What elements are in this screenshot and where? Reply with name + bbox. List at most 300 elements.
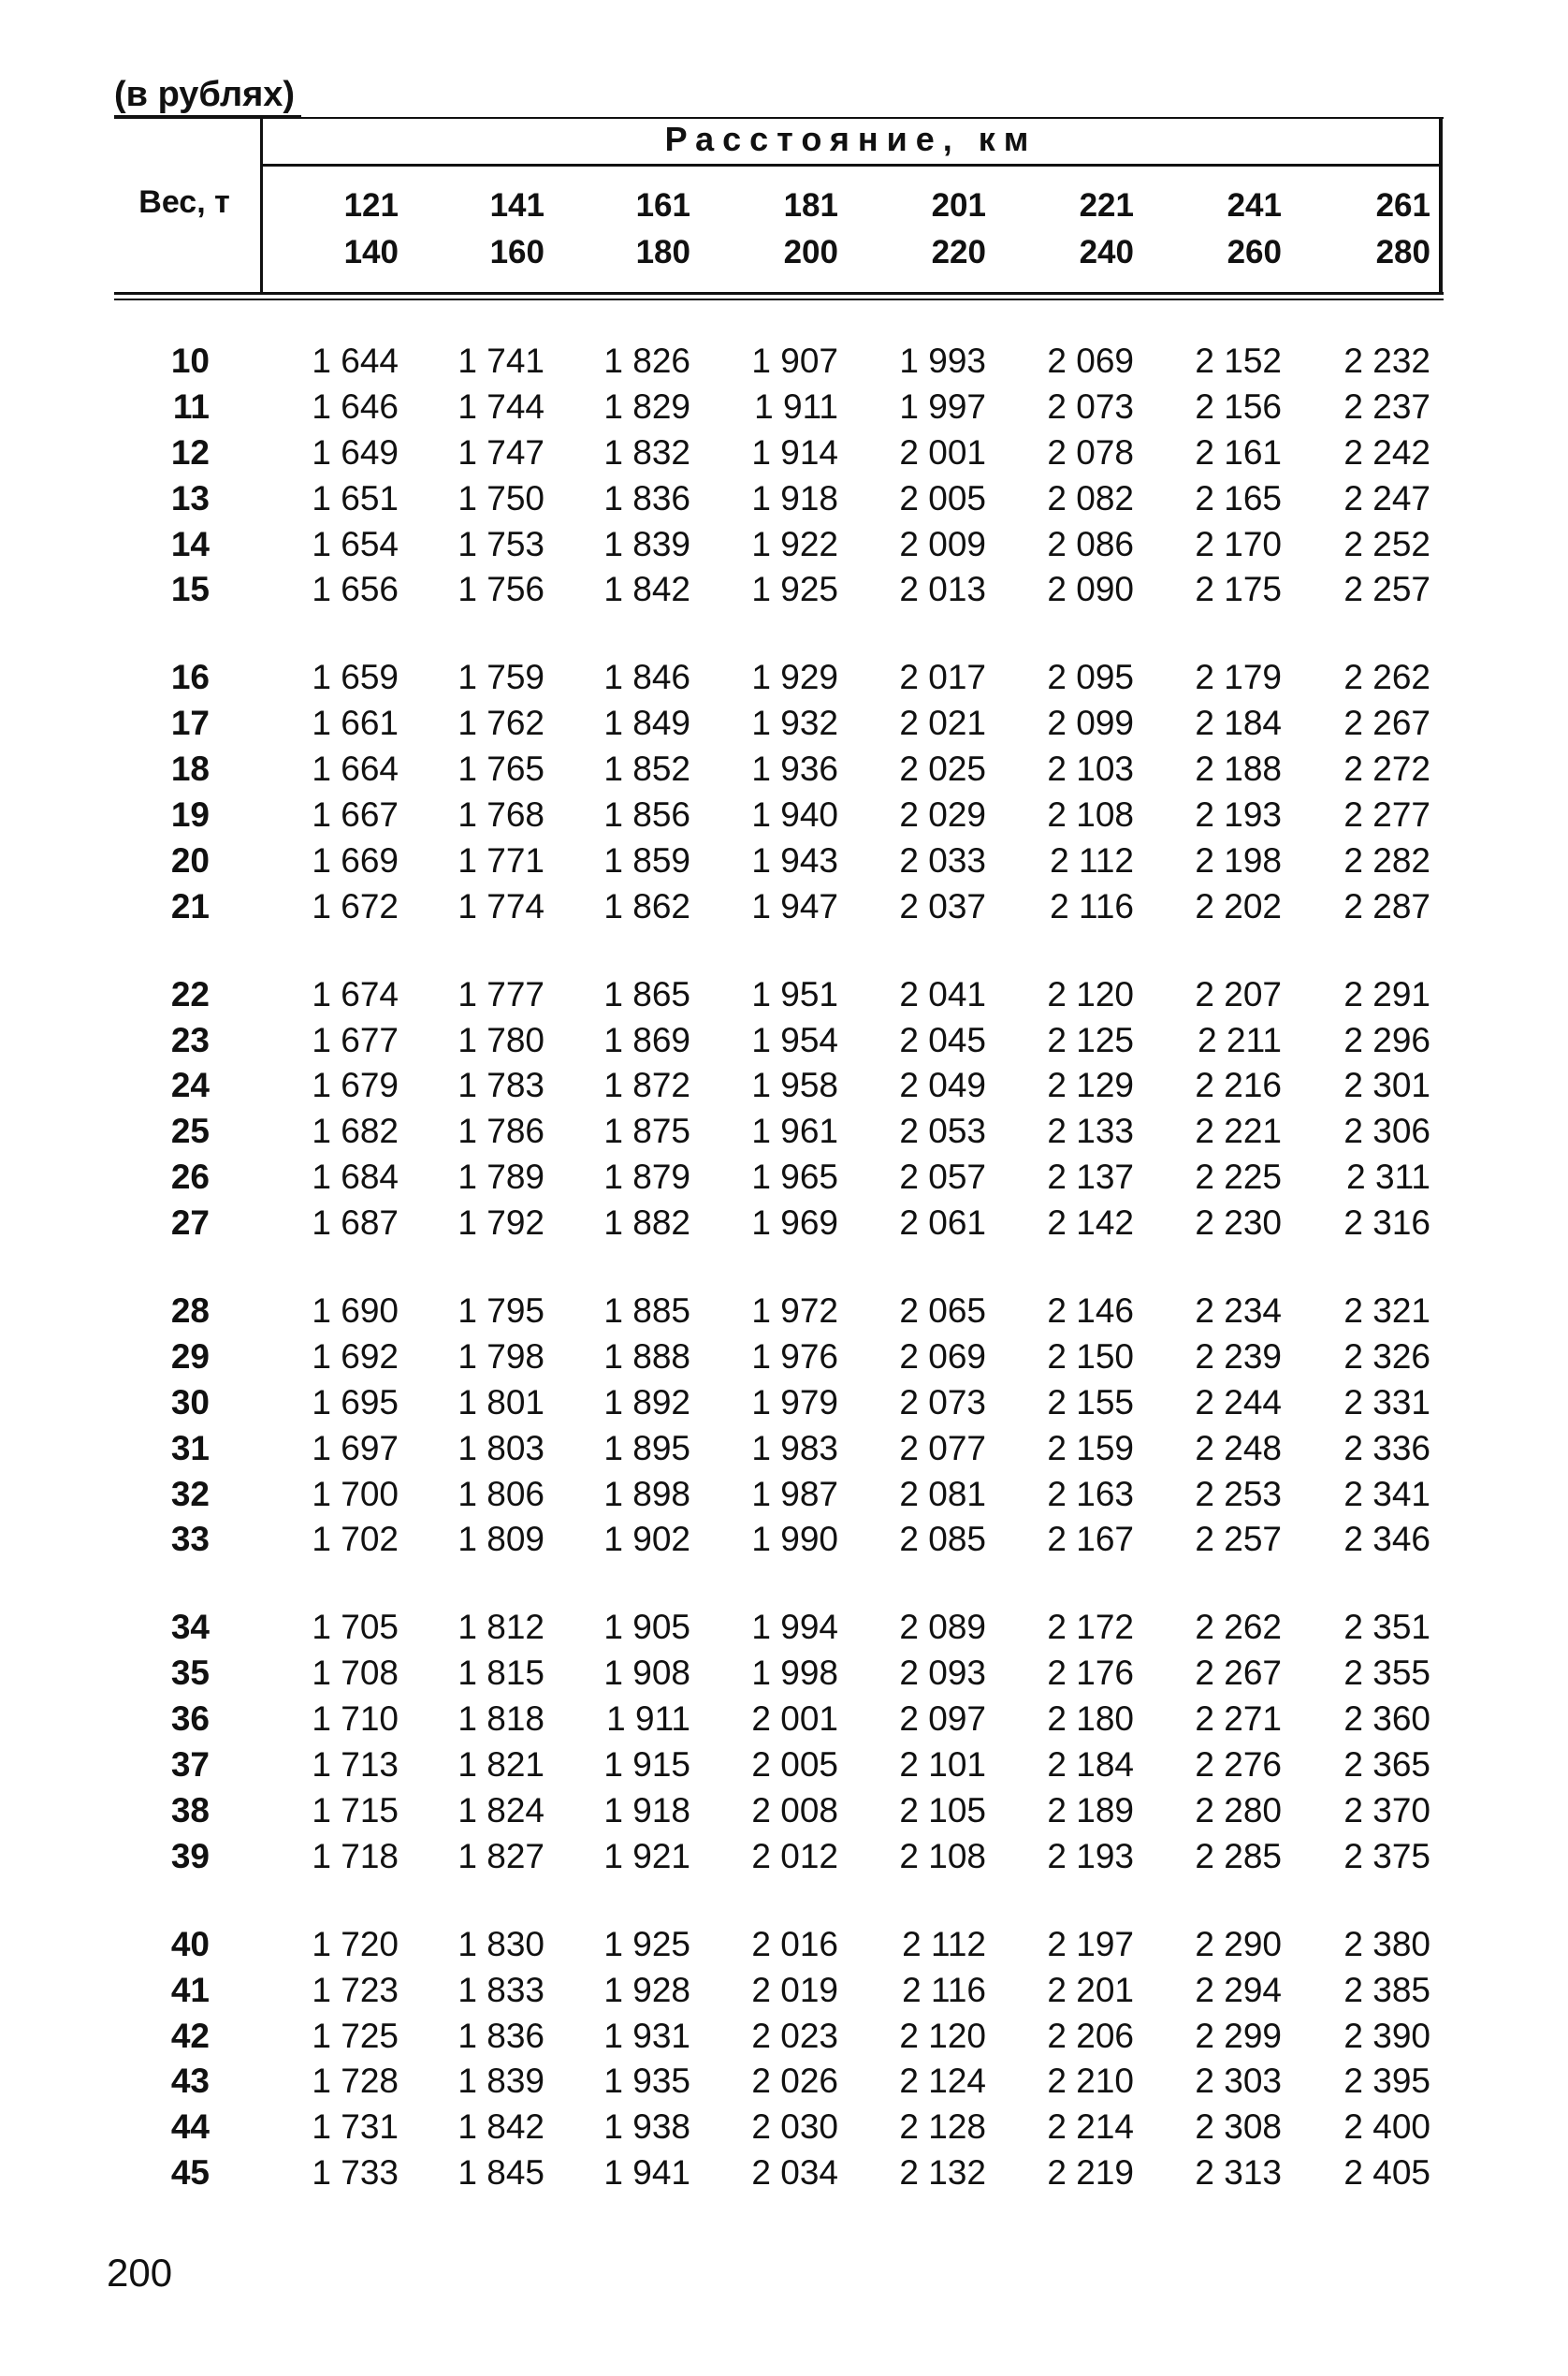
price-cell: 1 792 [457,1203,544,1243]
price-cell: 2 045 [899,1020,986,1059]
page-number: 200 [107,2251,173,2295]
price-cell: 2 108 [899,1836,986,1875]
price-cell: 1 649 [312,432,399,472]
price-cell: 2 176 [1047,1654,1134,1693]
price-cell: 2 170 [1195,524,1282,563]
price-cell: 2 057 [899,1158,986,1197]
price-cell: 1 862 [603,886,690,926]
price-cell: 2 355 [1343,1654,1430,1693]
price-cell: 2 005 [751,1745,838,1785]
price-cell: 2 252 [1343,524,1430,563]
price-cell: 2 017 [899,658,986,697]
price-cell: 2 277 [1343,795,1430,835]
price-cell: 1 682 [312,1112,399,1151]
price-cell: 1 818 [457,1699,544,1739]
price-cell: 2 021 [899,704,986,743]
header-top-rule [114,117,1444,119]
price-cell: 1 646 [312,386,399,426]
price-cell: 1 830 [457,1924,544,1963]
price-cell: 2 013 [899,570,986,609]
table-row [0,1019,1568,1065]
table-row [0,340,1568,386]
price-cell: 2 156 [1195,386,1282,426]
price-cell: 1 733 [312,2153,399,2193]
price-cell: 1 993 [899,342,986,380]
price-cell: 1 697 [312,1428,399,1467]
price-cell: 2 001 [751,1699,838,1739]
weight-cell: 24 [170,1066,210,1105]
price-cell: 2 128 [899,2107,986,2147]
weight-cell: 30 [170,1382,210,1421]
price-cell: 1 928 [603,1970,690,2009]
range-to: 260 [1227,234,1282,270]
price-cell: 1 690 [312,1291,399,1331]
price-cell: 1 958 [751,1066,838,1105]
header-bottom-rule-2 [114,299,1444,300]
weight-cell: 31 [170,1428,210,1467]
table-row [0,1743,1568,1789]
price-cell: 1 765 [457,750,544,789]
price-cell: 2 097 [899,1699,986,1739]
price-cell: 1 777 [457,974,544,1013]
table-row [0,1518,1568,1564]
weight-cell: 44 [170,2107,210,2147]
table-row [0,1381,1568,1427]
table-row [0,2151,1568,2197]
price-cell: 1 979 [751,1382,838,1421]
table-row [0,1789,1568,1835]
table-row [0,748,1568,794]
price-cell: 2 008 [751,1790,838,1829]
price-cell: 1 983 [751,1428,838,1467]
price-cell: 2 026 [751,2062,838,2101]
price-cell: 1 872 [603,1066,690,1105]
price-cell: 2 193 [1195,795,1282,835]
price-cell: 1 789 [457,1158,544,1197]
price-cell: 1 815 [457,1654,544,1693]
header-mid-rule [260,164,1443,167]
price-cell: 2 184 [1195,704,1282,743]
price-cell: 2 069 [1047,342,1134,380]
price-cell: 1 836 [603,478,690,517]
price-cell: 1 833 [457,1970,544,2009]
table-row [0,1698,1568,1743]
price-cell: 1 856 [603,795,690,835]
price-cell: 1 943 [751,840,838,880]
price-cell: 2 150 [1047,1336,1134,1376]
range-from: 121 [343,187,399,224]
price-cell: 2 061 [899,1203,986,1243]
price-cell: 1 667 [312,795,399,835]
price-cell: 2 146 [1047,1291,1134,1331]
price-cell: 2 112 [1050,840,1134,880]
price-cell: 1 728 [312,2062,399,2101]
price-cell: 2 285 [1195,1836,1282,1875]
price-cell: 2 375 [1343,1836,1430,1875]
weight-cell: 19 [170,795,210,835]
price-cell: 1 821 [457,1745,544,1785]
price-cell: 1 762 [457,704,544,743]
price-cell: 2 142 [1047,1203,1134,1243]
weight-cell: 43 [170,2062,210,2101]
price-cell: 1 935 [603,2062,690,2101]
price-cell: 1 987 [751,1474,838,1513]
price-cell: 2 172 [1047,1608,1134,1647]
price-cell: 1 925 [603,1924,690,1963]
weight-cell: 32 [170,1474,210,1513]
price-cell: 2 267 [1343,704,1430,743]
table-row [0,1652,1568,1698]
price-cell: 2 073 [1047,386,1134,426]
price-cell: 2 247 [1343,478,1430,517]
price-cell: 2 012 [751,1836,838,1875]
weight-cell: 28 [170,1291,210,1331]
range-header [855,182,986,276]
price-cell: 2 282 [1343,840,1430,880]
range-from: 201 [931,187,986,224]
price-cell: 1 839 [457,2062,544,2101]
price-cell: 2 272 [1343,750,1430,789]
price-cell: 2 189 [1047,1790,1134,1829]
range-from: 141 [489,187,544,224]
price-cell: 2 116 [1050,886,1134,926]
weight-cell: 16 [170,658,210,697]
price-cell: 1 654 [312,524,399,563]
weight-cell: 37 [170,1745,210,1785]
table-row [0,523,1568,569]
weight-cell: 15 [170,570,210,609]
price-cell: 1 705 [312,1608,399,1647]
price-cell: 1 911 [606,1699,690,1739]
price-cell: 1 849 [603,704,690,743]
price-cell: 2 085 [899,1520,986,1559]
price-cell: 2 210 [1047,2062,1134,2101]
price-cell: 2 065 [899,1291,986,1331]
price-cell: 1 708 [312,1654,399,1693]
price-cell: 2 180 [1047,1699,1134,1739]
price-cell: 2 301 [1343,1066,1430,1105]
price-cell: 1 879 [603,1158,690,1197]
price-cell: 1 801 [457,1382,544,1421]
price-cell: 2 351 [1343,1608,1430,1647]
price-cell: 2 037 [899,886,986,926]
weight-cell: 39 [170,1836,210,1875]
price-cell: 1 852 [603,750,690,789]
table-row [0,1473,1568,1519]
price-cell: 1 947 [751,886,838,926]
weight-cell: 10 [170,342,210,380]
price-cell: 2 025 [899,750,986,789]
weight-cell: 36 [170,1699,210,1739]
price-cell: 1 941 [603,2153,690,2193]
price-cell: 1 836 [457,2016,544,2055]
price-cell: 2 385 [1343,1970,1430,2009]
price-cell: 2 395 [1343,2062,1430,2101]
price-cell: 1 725 [312,2016,399,2055]
price-cell: 2 073 [899,1382,986,1421]
table-row [0,1335,1568,1381]
price-cell: 2 262 [1195,1608,1282,1647]
price-cell: 1 875 [603,1112,690,1151]
price-cell: 1 929 [751,658,838,697]
price-cell: 2 299 [1195,2016,1282,2055]
price-cell: 2 005 [899,478,986,517]
range-header [1003,182,1134,276]
price-cell: 1 918 [751,478,838,517]
table-row [0,477,1568,523]
price-cell: 2 175 [1195,570,1282,609]
price-cell: 1 908 [603,1654,690,1693]
price-cell: 1 892 [603,1382,690,1421]
price-cell: 1 885 [603,1291,690,1331]
price-cell: 2 161 [1195,432,1282,472]
range-header [268,182,399,276]
price-cell: 2 370 [1343,1790,1430,1829]
price-cell: 1 845 [457,2153,544,2193]
price-cell: 2 116 [902,1970,986,2009]
price-cell: 1 710 [312,1699,399,1739]
price-cell: 1 669 [312,840,399,880]
table-row [0,1427,1568,1473]
price-cell: 1 723 [312,1970,399,2009]
price-cell: 2 179 [1195,658,1282,697]
table-row [0,2015,1568,2061]
price-cell: 1 842 [603,570,690,609]
price-cell: 2 103 [1047,750,1134,789]
price-cell: 1 832 [603,432,690,472]
price-cell: 2 239 [1195,1336,1282,1376]
price-cell: 2 129 [1047,1066,1134,1105]
price-cell: 1 656 [312,570,399,609]
price-cell: 2 086 [1047,524,1134,563]
price-cell: 1 922 [751,524,838,563]
price-cell: 1 938 [603,2107,690,2147]
price-cell: 2 101 [899,1745,986,1785]
range-to: 200 [783,234,838,270]
price-cell: 2 311 [1346,1158,1430,1197]
price-cell: 2 308 [1195,2107,1282,2147]
price-cell: 1 677 [312,1020,399,1059]
price-cell: 1 940 [751,795,838,835]
price-cell: 2 112 [902,1924,986,1963]
price-cell: 1 659 [312,658,399,697]
price-cell: 1 905 [603,1608,690,1647]
price-cell: 2 390 [1343,2016,1430,2055]
table-row [0,1835,1568,1881]
price-cell: 1 824 [457,1790,544,1829]
price-cell: 2 030 [751,2107,838,2147]
price-cell: 2 211 [1198,1020,1282,1059]
weight-cell: 20 [170,840,210,880]
price-cell: 1 731 [312,2107,399,2147]
price-cell: 1 768 [457,795,544,835]
price-cell: 2 029 [899,795,986,835]
price-cell: 2 225 [1195,1158,1282,1197]
price-cell: 2 244 [1195,1382,1282,1421]
table-row [0,702,1568,748]
price-cell: 1 859 [603,840,690,880]
price-cell: 1 921 [603,1836,690,1875]
price-cell: 2 165 [1195,478,1282,517]
range-to: 240 [1079,234,1134,270]
price-cell: 1 651 [312,478,399,517]
price-cell: 2 188 [1195,750,1282,789]
price-cell: 2 120 [1047,974,1134,1013]
price-cell: 2 001 [899,432,986,472]
price-cell: 1 842 [457,2107,544,2147]
price-cell: 2 207 [1195,974,1282,1013]
price-cell: 2 202 [1195,886,1282,926]
range-to: 220 [931,234,986,270]
price-cell: 1 972 [751,1291,838,1331]
price-cell: 1 839 [603,524,690,563]
price-cell: 1 902 [603,1520,690,1559]
price-cell: 1 965 [751,1158,838,1197]
price-cell: 1 715 [312,1790,399,1829]
table-row [0,568,1568,614]
price-cell: 2 294 [1195,1970,1282,2009]
price-cell: 1 936 [751,750,838,789]
price-cell: 1 846 [603,658,690,697]
table-row [0,973,1568,1019]
weight-cell: 33 [170,1520,210,1559]
price-cell: 1 888 [603,1336,690,1376]
price-cell: 1 812 [457,1608,544,1647]
price-cell: 2 336 [1343,1428,1430,1467]
range-from: 261 [1375,187,1430,224]
price-cell: 2 341 [1343,1474,1430,1513]
price-cell: 2 016 [751,1924,838,1963]
table-row [0,431,1568,477]
price-cell: 2 206 [1047,2016,1134,2055]
price-cell: 2 019 [751,1970,838,2009]
price-cell: 1 744 [457,386,544,426]
price-cell: 2 219 [1047,2153,1134,2193]
price-cell: 2 133 [1047,1112,1134,1151]
price-cell: 1 869 [603,1020,690,1059]
price-cell: 2 184 [1047,1745,1134,1785]
price-cell: 2 271 [1195,1699,1282,1739]
price-cell: 2 230 [1195,1203,1282,1243]
table-row [0,1923,1568,1969]
range-header [559,182,690,276]
price-cell: 1 895 [603,1428,690,1467]
price-cell: 2 198 [1195,840,1282,880]
range-from: 221 [1079,187,1134,224]
range-from: 161 [635,187,690,224]
price-cell: 1 998 [751,1654,838,1693]
table-row [0,2060,1568,2106]
range-to: 280 [1375,234,1430,270]
price-cell: 1 747 [457,432,544,472]
table-row [0,839,1568,885]
price-cell: 2 077 [899,1428,986,1467]
price-cell: 1 990 [751,1520,838,1559]
price-cell: 1 741 [457,342,544,380]
price-cell: 2 099 [1047,704,1134,743]
weight-cell: 17 [170,704,210,743]
price-cell: 1 687 [312,1203,399,1243]
price-cell: 1 750 [457,478,544,517]
table-row [0,1064,1568,1110]
price-cell: 1 961 [751,1112,838,1151]
price-cell: 2 290 [1195,1924,1282,1963]
price-cell: 1 684 [312,1158,399,1197]
range-to: 160 [489,234,544,270]
table-row [0,1606,1568,1652]
price-cell: 1 672 [312,886,399,926]
price-cell: 2 105 [899,1790,986,1829]
price-cell: 2 069 [899,1336,986,1376]
price-cell: 2 242 [1343,432,1430,472]
price-cell: 1 806 [457,1474,544,1513]
price-cell: 1 969 [751,1203,838,1243]
price-cell: 2 221 [1195,1112,1282,1151]
price-cell: 1 695 [312,1382,399,1421]
price-cell: 2 120 [899,2016,986,2055]
weight-cell: 29 [170,1336,210,1376]
price-cell: 2 365 [1343,1745,1430,1785]
price-cell: 2 159 [1047,1428,1134,1467]
price-cell: 1 931 [603,2016,690,2055]
price-cell: 2 400 [1343,2107,1430,2147]
price-cell: 1 664 [312,750,399,789]
price-cell: 1 661 [312,704,399,743]
price-cell: 2 163 [1047,1474,1134,1513]
table-row [0,386,1568,431]
price-cell: 2 095 [1047,658,1134,697]
price-cell: 1 644 [312,342,399,380]
price-cell: 2 049 [899,1066,986,1105]
weight-cell: 41 [170,1970,210,2009]
price-cell: 1 798 [457,1336,544,1376]
price-cell: 2 093 [899,1654,986,1693]
weight-cell: 11 [172,386,210,426]
price-cell: 2 257 [1195,1520,1282,1559]
weight-cell: 25 [170,1112,210,1151]
price-cell: 2 267 [1195,1654,1282,1693]
price-cell: 2 041 [899,974,986,1013]
weight-cell: 12 [170,432,210,472]
price-cell: 1 826 [603,342,690,380]
price-cell: 2 167 [1047,1520,1134,1559]
price-cell: 2 321 [1343,1291,1430,1331]
price-cell: 2 132 [899,2153,986,2193]
price-cell: 2 081 [899,1474,986,1513]
weight-cell: 14 [170,524,210,563]
price-cell: 1 756 [457,570,544,609]
price-cell: 2 234 [1195,1291,1282,1331]
range-header [707,182,838,276]
table-row [0,1202,1568,1247]
price-cell: 1 994 [751,1608,838,1647]
price-cell: 2 262 [1343,658,1430,697]
price-cell: 2 034 [751,2153,838,2193]
price-cell: 1 827 [457,1836,544,1875]
price-cell: 2 155 [1047,1382,1134,1421]
weight-cell: 22 [170,974,210,1013]
price-cell: 1 911 [754,386,838,426]
weight-cell: 18 [170,750,210,789]
range-to: 180 [635,234,690,270]
price-cell: 2 082 [1047,478,1134,517]
price-cell: 2 316 [1343,1203,1430,1243]
price-cell: 2 380 [1343,1924,1430,1963]
header-bottom-rule [114,292,1444,295]
price-cell: 1 759 [457,658,544,697]
weight-title: Вес, т [138,184,230,220]
weight-cell: 40 [170,1924,210,1963]
